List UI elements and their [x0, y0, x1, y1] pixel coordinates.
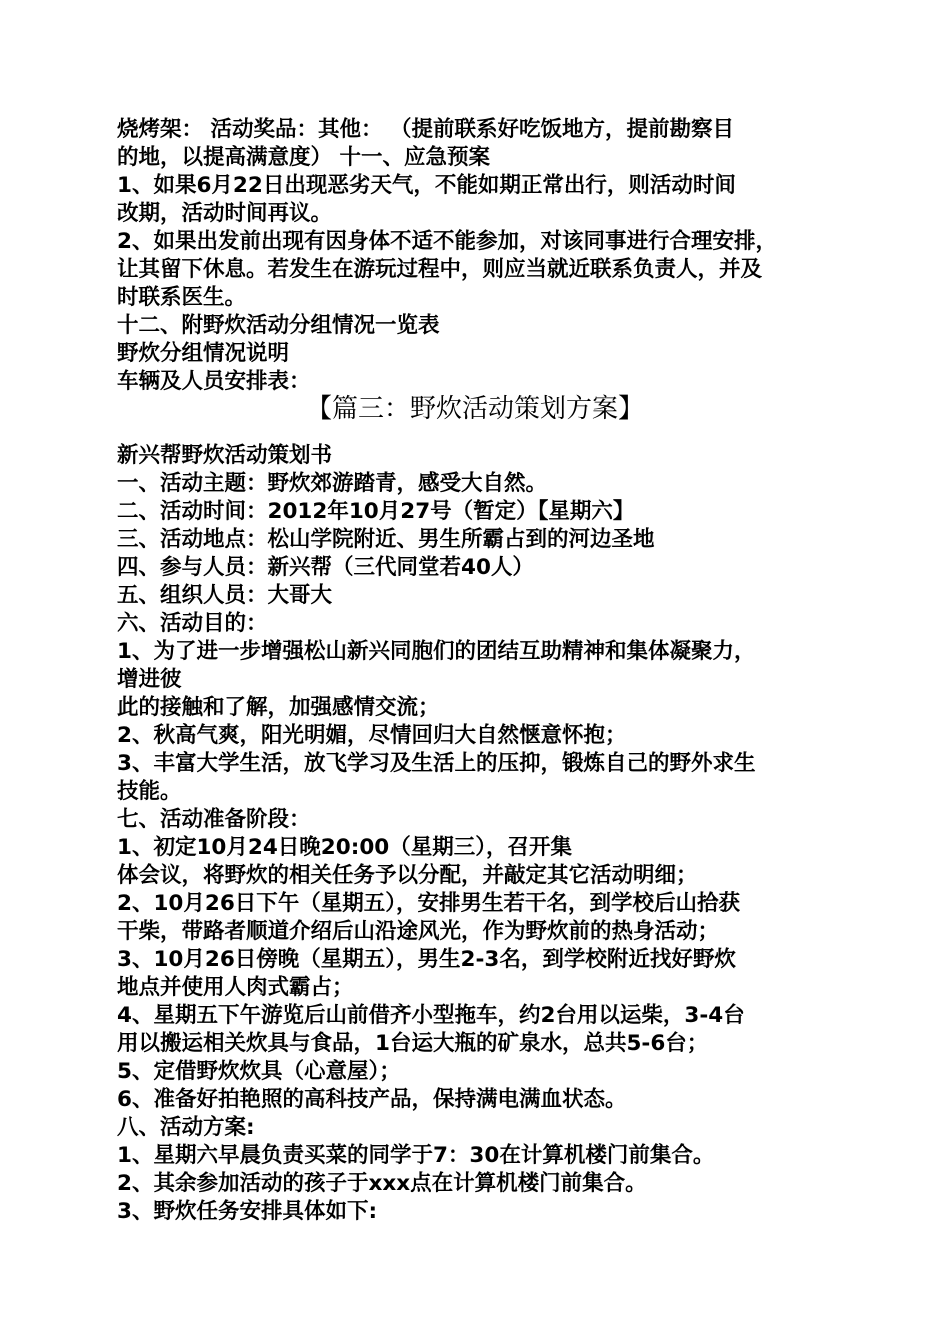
text-line: 2、其余参加活动的孩子于xxx点在计算机楼门前集合。: [117, 1171, 647, 1196]
text-line: 3、10月26日傍晚（星期五），男生2-3名，到学校附近找好野炊: [117, 947, 736, 972]
text-line: 用以搬运相关炊具与食品，1台运大瓶的矿泉水，总共5-6台；: [117, 1031, 709, 1056]
text-line: 十二、附野炊活动分组情况一览表: [117, 313, 440, 338]
text-line: 5、定借野炊炊具（心意屋）；: [117, 1059, 401, 1084]
text-line: 地点并使用人肉式霸占；: [117, 975, 354, 1000]
text-line: 1、星期六早晨负责买菜的同学于7：30在计算机楼门前集合。: [117, 1143, 715, 1168]
text-line: 六、活动目的：: [117, 611, 268, 636]
text-line: 新兴帮野炊活动策划书: [117, 443, 333, 468]
text-line: 改期，活动时间再议。: [117, 201, 333, 226]
text-line: 车辆及人员安排表：: [117, 369, 311, 394]
text-line: 野炊分组情况说明: [117, 341, 290, 366]
text-line: 1、为了进一步增强松山新兴同胞们的团结互助精神和集体凝聚力，: [117, 639, 756, 664]
text-line: 三、活动地点：松山学院附近、男生所霸占到的河边圣地: [117, 527, 655, 552]
text-line: 3、野炊任务安排具体如下:: [117, 1199, 378, 1224]
text-line: 增进彼: [117, 667, 182, 692]
text-line: 二、活动时间：2012年10月27号（暂定）【星期六】: [117, 499, 635, 524]
text-line: 四、参与人员：新兴帮（三代同堂若40人）: [117, 555, 534, 580]
text-line: 干柴，带路者顺道介绍后山沿途风光，作为野炊前的热身活动；: [117, 919, 720, 944]
text-line: 1、如果6月22日出现恶劣天气，不能如期正常出行，则活动时间: [117, 173, 736, 198]
text-line: 2、秋高气爽，阳光明媚，尽情回归大自然惬意怀抱；: [117, 723, 627, 748]
text-line: 6、准备好拍艳照的高科技产品，保持满电满血状态。: [117, 1087, 627, 1112]
text-line: 五、组织人员：大哥大: [117, 583, 333, 608]
text-line: 此的接触和了解，加强感情交流；: [117, 695, 440, 720]
text-line: 3、丰富大学生活，放飞学习及生活上的压抑，锻炼自己的野外求生: [117, 751, 756, 776]
section-title: 【篇三：野炊活动策划方案】: [305, 394, 644, 424]
text-line: 体会议，将野炊的相关任务予以分配，并敲定其它活动明细；: [117, 863, 698, 888]
text-line: 2、如果出发前出现有因身体不适不能参加，对该同事进行合理安排，: [117, 229, 777, 254]
text-line: 时联系医生。: [117, 285, 247, 310]
text-line: 的地，以提高满意度） 十一、应急预案: [117, 145, 490, 170]
text-line: 八、活动方案:: [117, 1115, 255, 1140]
text-line: 让其留下休息。若发生在游玩过程中，则应当就近联系负责人，并及: [117, 257, 763, 282]
text-line: 七、活动准备阶段：: [117, 807, 311, 832]
text-line: 1、初定10月24日晚20:00（星期三），召开集: [117, 835, 572, 860]
text-line: 技能。: [117, 779, 182, 804]
text-line: 一、活动主题：野炊郊游踏青，感受大自然。: [117, 471, 548, 496]
text-line: 4、星期五下午游览后山前借齐小型拖车，约2台用以运柴，3-4台: [117, 1003, 745, 1028]
text-line: 烧烤架： 活动奖品：其他： （提前联系好吃饭地方，提前勘察目: [117, 117, 734, 142]
text-line: 2、10月26日下午（星期五），安排男生若干名，到学校后山拾获: [117, 891, 741, 916]
